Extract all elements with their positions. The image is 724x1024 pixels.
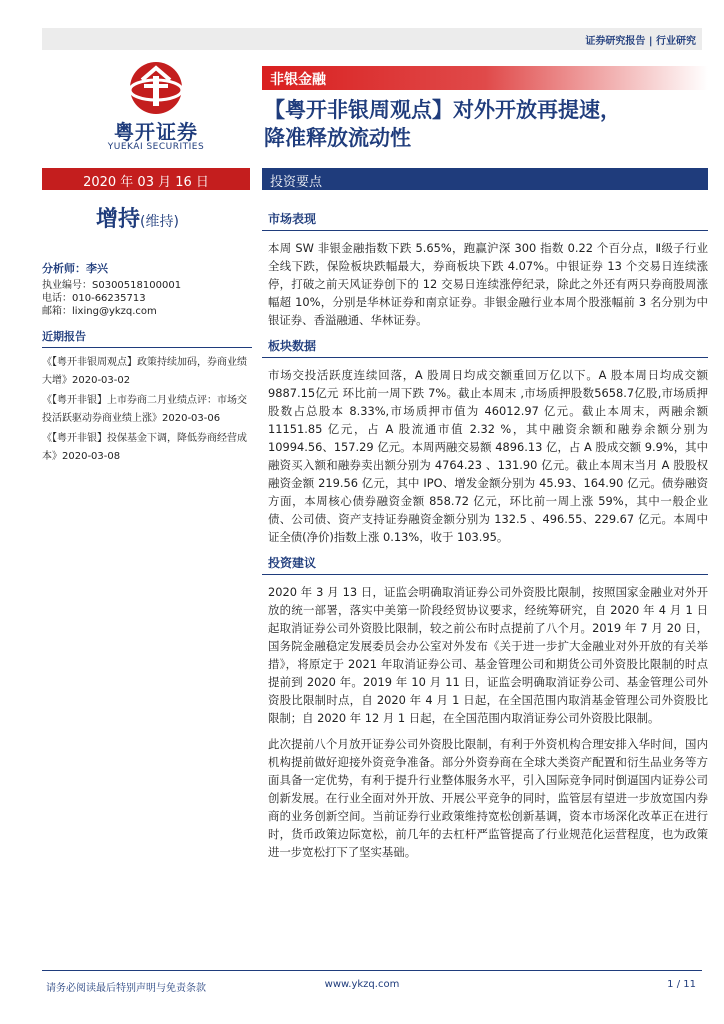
key-points-banner (262, 168, 708, 190)
market-heading: 市场表现 (262, 210, 708, 231)
breadcrumb: 证券研究报告 | 行业研究 (585, 36, 696, 47)
logo-name-en: YUEKAI SECURITIES (107, 142, 205, 152)
analyst-phone: 电话：010-66235713 (42, 293, 146, 304)
analyst-name: 分析师：李兴 (42, 262, 108, 275)
market-paragraph: 本周 SW 非银金融指数下跌 5.65%，跑赢沪深 300 指数 0.22 个百分点，Ⅱ级子行业全线下跌，保险板块跌幅最大，券商板块下跌 4.07%。中银证券 13 个交易日连续涨停，打破之前天风证券创下的 12 交易日连续涨停纪录，除此之外还有两只券商股周涨幅超 10%，分别是华林证券和南京证券。非银金融行业本周个股涨幅前 3 名分别为中银证券、香溢融通、华林证券。 (268, 241, 708, 327)
advice-heading: 投资建议 (262, 554, 708, 575)
title-line: 【粤开非银周观点】对外开放再提速， (264, 98, 621, 122)
recent-report-item[interactable]: 《【粤开非银周观点】政策持续加码，券商业绩大增》2020-03-02 (42, 357, 247, 386)
advice-paragraph: 此次提前八个月放开证券公司外资股比限制，有利于外资机构合理安排入华时间，国内机构提前做好迎接外资竞争准备。部分外资券商在全球大类资产配置和衍生品业务等方面具备一定优势，有利于提升行业整体服务水平，引入国际竞争同时倒逼国内证券公司创新发展。在行业全面对外开放、开展公平竞争的同时，监管层有望进一步放宽国内券商的业务创新空间。当前证券行业政策维持宽松创新基调，资本市场深化改革正在进行时，货币政策边际宽松，前几年的去杠杆严监管提高了行业规范化运营程度，也为政策进一步宽松打下了坚实基础。 (268, 737, 708, 859)
page-number: 1 / 11 (667, 979, 696, 990)
rating (96, 202, 179, 233)
rating-main: 增持 (96, 207, 141, 232)
recent-reports (42, 328, 252, 468)
footer-disclaimer[interactable]: 请务必阅读最后特别声明与免责条款 (46, 983, 206, 994)
rating-sub: (维持) (140, 214, 179, 230)
key-points-label: 投资要点 (270, 175, 323, 190)
company-logo (96, 60, 216, 160)
sector-label: 非银金融 (270, 72, 326, 88)
advice-paragraph: 2020 年 3 月 13 日，证监会明确取消证券公司外资股比限制，按照国家金融业对外开放的统一部署，落实中美第一阶段经贸协议要求，经统筹研究，自 2020 年 4 月 1 日起取消证券公司外资股比限制，较之前公布时点提前了八个月。2019 年 7 月 20 日，国务院金融稳定发展委员会办公室对外发布《关于进一步扩大金融业对外开放的有关举措》，将原定于 2021 年取消证券公司、基金管理公司和期货公司外资股比限制的时点提前到 2020 年。2019 年 10 月 11 日，证监会明确取消证券公司、基金管理公司外资股比限制时点，自 2020 年 4 月 1 日起，在全国范围内取消基金管理公司外资股比限制；自 2020 年 12 月 1 日起，在全国范围内取消证券公司外资股比限制。 (268, 585, 708, 725)
logo-emblem-icon (118, 60, 194, 116)
main-content (262, 204, 708, 869)
logo-name-cn: 粤开证券 (114, 120, 198, 144)
recent-report-item[interactable]: 《【粤开非银】上市券商二月业绩点评：市场交投活跃驱动券商业绩上涨》2020-03-06 (42, 395, 247, 424)
analyst-info (42, 260, 252, 318)
data-paragraph: 市场交投活跃度连续回落，A 股周日均成交额重回万亿以下。A 股本周日均成交额9887.15亿元 环比前一周下跌 7%。截止本周末 ,市场质押股数5658.7亿股,市场质押股数占总股本 8.33%,市场质押市值为 46012.97 亿元。截止本周末，两融余额 11151.85 亿元，占 A 股流通市值 2.32 %，其中融资余额和融券余额分别为 10994.56、157.29 亿元。本周两融交易额 4896.13 亿，占 A 股成交额 9.9%，其中融资买入额和融券卖出额分别为 4764.23 、131.90 亿元。截止本周末当月 A 股股权融资金额 219.56 亿元，其中 IPO、增发金额分别为 45.93、164.90 亿元。债券融资方面，本周核心债券融资金额 858.72 亿元，环比前一周上涨 59%，其中一般企业债、公司债、资产支持证券融资金额分别为 132.5 、496.55、229.67 亿元。本周中证全债(净价)指数上涨 0.13%，收于 103.95。 (268, 368, 708, 544)
recent-report-item[interactable]: 《【粤开非银】投保基金下调，降低券商经营成本》2020-03-08 (42, 433, 247, 462)
date-banner (42, 168, 250, 190)
report-date: 2020 年 03 月 16 日 (83, 175, 209, 190)
title-line: 降准释放流动性 (264, 126, 411, 150)
analyst-license: 执业编号：S0300518100001 (42, 280, 182, 291)
footer-website[interactable]: www.ykzq.com (324, 979, 400, 990)
sector-banner (262, 66, 708, 90)
footer-divider (42, 970, 702, 971)
header-bar (42, 28, 702, 50)
data-heading: 板块数据 (262, 337, 708, 358)
recent-reports-heading: 近期报告 (42, 328, 252, 348)
report-title (264, 96, 714, 152)
analyst-email[interactable]: 邮箱：lixing@ykzq.com (42, 306, 157, 317)
